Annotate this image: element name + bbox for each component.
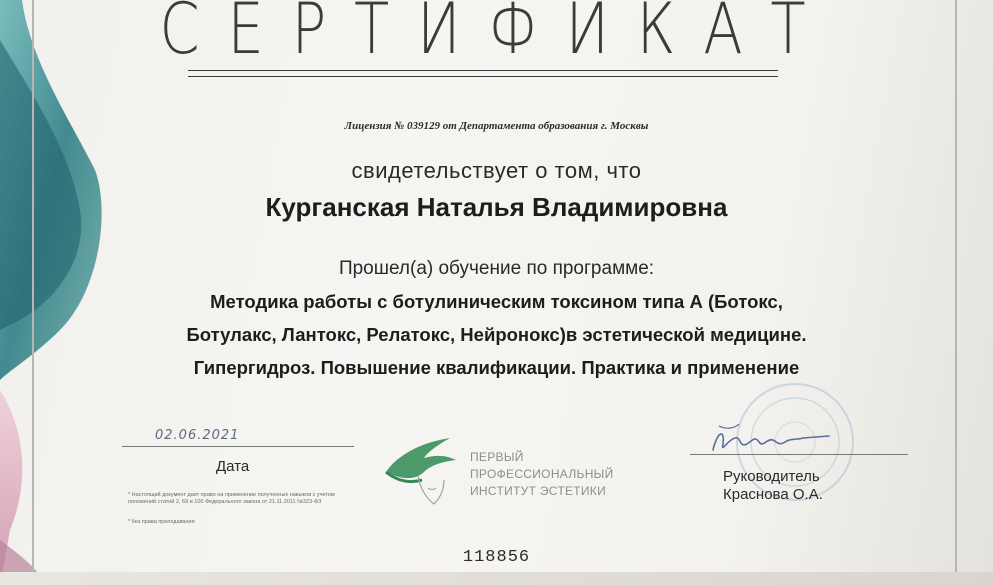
- title-rule-top: [188, 70, 778, 71]
- passed-text: Прошел(а) обучение по программе:: [338, 258, 655, 279]
- license-line: Лицензия № 039129 от Департамента образования г. Москвы: [344, 120, 649, 132]
- program-line: Гипергидроз. Повышение квалификации. Практика и применение: [193, 357, 800, 378]
- director-title: Руководитель: [723, 468, 820, 485]
- certifies-text: свидетельствует о том, что: [351, 158, 642, 183]
- institute-name: [470, 449, 614, 500]
- institute-name-line: ИНСТИТУТ ЭСТЕТИКИ: [470, 484, 607, 498]
- program-line: Ботулакс, Лантокс, Релатокс, Нейронокс)в эстетической медицине.: [186, 324, 807, 345]
- date-caption: Дата: [216, 458, 250, 475]
- footnote-text: * Настоящий документ дает право на применение полученных навыков с учетом положений статей 2, 69 и 100 Федерального закона от 21.11.2011 №323-ФЗ: [128, 492, 335, 505]
- director-name: Краснова О.А.: [723, 486, 823, 503]
- bottom-edge: [0, 572, 993, 585]
- title-rule-bottom: [188, 76, 778, 77]
- date-underline: [122, 446, 354, 447]
- footnote-no-teaching: * без права преподавания: [128, 519, 195, 525]
- signature-underline: [690, 454, 908, 455]
- program-block: [0, 285, 993, 384]
- date-value: 02.06.2021: [155, 428, 240, 443]
- institute-name-line: ПРОФЕССИОНАЛЬНЫЙ: [470, 467, 614, 481]
- institute-name-line: ПЕРВЫЙ: [470, 450, 524, 464]
- serial-number: 118856: [462, 548, 531, 567]
- institute-logo-icon: [378, 432, 468, 512]
- recipient-name: Курганская Наталья Владимировна: [265, 192, 728, 222]
- program-line: Методика работы с ботулиническим токсином типа А (Ботокс,: [210, 291, 783, 312]
- certificate-title: СЕРТИФИКАТ: [159, 0, 834, 70]
